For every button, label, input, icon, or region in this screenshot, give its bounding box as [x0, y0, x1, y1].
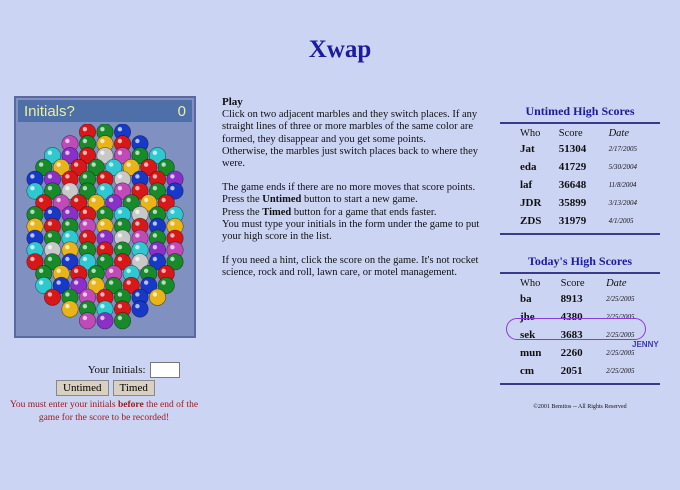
your-initials-label: Your Initials: [87, 364, 146, 376]
score-who: JDR [520, 197, 542, 209]
marble-highlight [135, 186, 139, 190]
warning-bold: before [118, 400, 144, 410]
score-score: 31979 [558, 215, 587, 227]
score-date: 2/25/2005 [606, 313, 635, 321]
marble[interactable] [132, 301, 148, 317]
score-who: jhe [520, 311, 535, 323]
score-date: 3/13/2004 [608, 199, 637, 207]
marble-highlight [48, 210, 52, 214]
instructions-play [222, 109, 486, 170]
marble-highlight [56, 162, 60, 166]
marble[interactable] [114, 313, 130, 329]
marble-highlight [135, 139, 139, 143]
instructions-end [222, 182, 486, 243]
marble-highlight [30, 174, 34, 178]
marble-highlight [135, 221, 139, 225]
marble-grid[interactable] [18, 124, 192, 334]
table-row [520, 140, 660, 158]
score-who: eda [520, 161, 537, 173]
marble-highlight [65, 233, 69, 237]
score-date: 11/8/2004 [608, 181, 637, 189]
marble-highlight [65, 186, 69, 190]
marble-highlight [39, 269, 43, 273]
untimed-button[interactable]: Untimed [56, 380, 109, 396]
marble-highlight [118, 186, 122, 190]
score-score: 2051 [560, 365, 583, 377]
marble-highlight [170, 257, 174, 261]
marble-highlight [170, 221, 174, 225]
marble-highlight [135, 257, 139, 261]
table-header [520, 277, 660, 290]
marble-highlight [83, 151, 87, 155]
score-header: Score [560, 278, 585, 289]
marble-highlight [100, 233, 104, 237]
play-text: Click on two adjacent marbles and they switch places. If any straight lines of three or more marbles of the same color are formed, they disappear and you get some points. [222, 109, 478, 145]
marble-highlight [65, 139, 69, 143]
marble-highlight [153, 257, 157, 261]
end-text: The game ends if there are no more moves that score points. [222, 182, 476, 194]
marble-highlight [170, 245, 174, 249]
marble-highlight [153, 292, 157, 296]
marble-highlight [48, 221, 52, 225]
marble-highlight [118, 139, 122, 143]
marble-highlight [48, 292, 52, 296]
board-header [18, 100, 192, 122]
marble-highlight [135, 233, 139, 237]
timed-word: Timed [262, 206, 292, 218]
marble-highlight [100, 139, 104, 143]
initials-input[interactable] [150, 362, 180, 378]
score-who: sek [520, 329, 536, 341]
marble-highlight [65, 210, 69, 214]
marble-highlight [91, 162, 95, 166]
date-header: Date [608, 128, 629, 139]
marble[interactable] [79, 313, 95, 329]
marble-highlight [100, 316, 104, 320]
marble-highlight [48, 245, 52, 249]
marble-highlight [39, 198, 43, 202]
marble-highlight [83, 210, 87, 214]
untimed-scores-title: Untimed High Scores [525, 104, 635, 118]
initials-row [0, 362, 210, 378]
warning-post: the end of the game for the score to be recorded! [38, 400, 199, 423]
marble-highlight [144, 269, 148, 273]
marble-highlight [91, 198, 95, 202]
marble-highlight [83, 174, 87, 178]
play-text-otherwise: Otherwise, the marbles just switch places back to where they were. [222, 145, 479, 170]
score-score: 8913 [560, 293, 583, 305]
marble-highlight [126, 198, 130, 202]
score-who: laf [520, 179, 533, 191]
table-row [520, 290, 660, 308]
marble-highlight [65, 245, 69, 249]
marble-highlight [83, 316, 87, 320]
marble-highlight [118, 151, 122, 155]
marble-highlight [65, 174, 69, 178]
marble[interactable] [149, 289, 165, 305]
marble-highlight [83, 186, 87, 190]
score-date: 4/1/2005 [608, 217, 634, 225]
marble-highlight [135, 151, 139, 155]
instructions-heading: Play [222, 96, 243, 108]
marble-highlight [161, 280, 165, 284]
marble-highlight [74, 280, 78, 284]
warning-pre: You must enter your initials [9, 400, 118, 410]
marble-highlight [118, 221, 122, 225]
divider [500, 233, 660, 235]
marble[interactable] [62, 301, 78, 317]
marble-highlight [126, 269, 130, 273]
marble-highlight [100, 174, 104, 178]
instructions-hint: If you need a hint, click the score on the game. It's not rocket science, rock and roll, lawn care, or motel management. [222, 255, 479, 279]
marble-highlight [109, 280, 113, 284]
marble-highlight [74, 269, 78, 273]
marble-highlight [109, 269, 113, 273]
who-header: Who [520, 278, 541, 289]
marble-highlight [153, 174, 157, 178]
divider [500, 272, 660, 274]
marble-highlight [48, 174, 52, 178]
marble-highlight [100, 245, 104, 249]
marble-highlight [48, 257, 52, 261]
marble-highlight [83, 292, 87, 296]
marble-highlight [65, 151, 69, 155]
marble-highlight [56, 198, 60, 202]
marble-highlight [65, 257, 69, 261]
marble-highlight [83, 257, 87, 261]
score-score: 36648 [558, 179, 587, 191]
marble-highlight [83, 221, 87, 225]
marble-highlight [30, 245, 34, 249]
marble-highlight [135, 245, 139, 249]
marble-highlight [91, 280, 95, 284]
marble-highlight [126, 280, 130, 284]
initials-prompt: Initials? [24, 102, 75, 120]
score-score: 2260 [560, 347, 583, 359]
score-score: 3683 [560, 329, 583, 341]
marble-highlight [153, 245, 157, 249]
marble-highlight [91, 269, 95, 273]
marble-highlight [118, 127, 122, 131]
annotation-label: JENNY [632, 340, 659, 349]
table-row [520, 194, 660, 212]
marble-highlight [118, 233, 122, 237]
score-who: ZDS [520, 215, 542, 227]
score-date: 2/25/2005 [606, 349, 635, 357]
marble-highlight [83, 139, 87, 143]
marble-highlight [118, 210, 122, 214]
marble-highlight [30, 233, 34, 237]
type-initials-text: You must type your initials in the form under the game to put your high score in the list. [222, 218, 480, 243]
marble-highlight [56, 269, 60, 273]
score-who: Jat [520, 143, 535, 155]
marble-highlight [109, 198, 113, 202]
score-date: 2/25/2005 [606, 367, 635, 375]
page-title: Xwap [308, 36, 372, 63]
marble-highlight [56, 280, 60, 284]
marble-highlight [100, 257, 104, 261]
divider [500, 122, 660, 124]
marble-highlight [126, 162, 130, 166]
instructions [222, 96, 486, 292]
marble-highlight [170, 233, 174, 237]
score-who: ba [520, 293, 532, 305]
marble-highlight [39, 162, 43, 166]
marble-highlight [144, 162, 148, 166]
marble-highlight [48, 186, 52, 190]
marble-highlight [161, 198, 165, 202]
marble-highlight [170, 174, 174, 178]
marble-highlight [65, 292, 69, 296]
marble-highlight [100, 186, 104, 190]
score-display[interactable]: 0 [177, 102, 186, 120]
marble-highlight [48, 233, 52, 237]
score-header: Score [558, 128, 583, 139]
score-score: 35899 [558, 197, 587, 209]
marble-highlight [39, 280, 43, 284]
marble-highlight [161, 269, 165, 273]
marble[interactable] [44, 289, 60, 305]
score-date: 2/17/2005 [608, 145, 637, 153]
press-text-2: Press the [222, 206, 263, 218]
marble-highlight [118, 174, 122, 178]
timed-rest: button for a game that ends faster. [291, 206, 437, 218]
press-text-1: Press the [222, 194, 263, 206]
marble-highlight [48, 151, 52, 155]
untimed-word: Untimed [262, 194, 302, 206]
marble-highlight [153, 186, 157, 190]
marble[interactable] [97, 313, 113, 329]
timed-button[interactable]: Timed [113, 380, 155, 396]
marble-highlight [170, 186, 174, 190]
marble-highlight [100, 151, 104, 155]
game-buttons [56, 380, 155, 396]
score-score: 4380 [560, 311, 583, 323]
marble-highlight [74, 198, 78, 202]
untimed-rest: button to start a new game. [301, 194, 418, 206]
divider [500, 383, 660, 385]
score-date: 5/30/2004 [608, 163, 637, 171]
marble-highlight [118, 257, 122, 261]
marble-highlight [144, 198, 148, 202]
table-row [520, 158, 660, 176]
score-date: 2/25/2005 [606, 331, 635, 339]
marble-highlight [135, 292, 139, 296]
marble-highlight [153, 221, 157, 225]
marble-highlight [153, 210, 157, 214]
score-score: 51304 [558, 143, 587, 155]
today-scores-title: Today's High Scores [527, 254, 633, 268]
marble-highlight [74, 162, 78, 166]
marble-highlight [83, 233, 87, 237]
copyright: ©2001 Bemitos -- All Rights Reserved [533, 404, 627, 410]
marble-highlight [100, 210, 104, 214]
marble-highlight [65, 304, 69, 308]
table-header [520, 127, 660, 140]
marble-highlight [118, 304, 122, 308]
marble-highlight [118, 292, 122, 296]
marble-highlight [144, 280, 148, 284]
table-row [520, 176, 660, 194]
marble-highlight [30, 257, 34, 261]
marble-field[interactable] [18, 124, 192, 334]
score-date: 2/25/2005 [606, 295, 635, 303]
marble-highlight [109, 162, 113, 166]
marble-highlight [153, 233, 157, 237]
marble-highlight [83, 127, 87, 131]
marble-highlight [65, 221, 69, 225]
marble-highlight [83, 304, 87, 308]
marble-highlight [30, 186, 34, 190]
marble-highlight [153, 151, 157, 155]
table-row [520, 212, 660, 230]
table-row [520, 362, 660, 380]
marble-highlight [135, 174, 139, 178]
marble-highlight [118, 316, 122, 320]
score-who: mun [520, 347, 542, 359]
untimed-scores-table [520, 127, 660, 230]
marble-highlight [83, 245, 87, 249]
date-header: Date [606, 278, 627, 289]
marble-highlight [135, 210, 139, 214]
marble-highlight [30, 221, 34, 225]
marble-highlight [118, 245, 122, 249]
score-score: 41729 [558, 161, 587, 173]
initials-warning [6, 399, 202, 425]
highlight-circle [506, 318, 646, 340]
score-who: cm [520, 365, 535, 377]
untimed-scores-panel [500, 104, 660, 238]
marble-highlight [161, 162, 165, 166]
marble-highlight [100, 127, 104, 131]
marble-highlight [30, 210, 34, 214]
marble-highlight [100, 304, 104, 308]
marble-highlight [100, 292, 104, 296]
who-header: Who [520, 128, 541, 139]
marble-highlight [100, 221, 104, 225]
game-board[interactable] [14, 96, 196, 338]
marble-highlight [135, 304, 139, 308]
marble-highlight [170, 210, 174, 214]
